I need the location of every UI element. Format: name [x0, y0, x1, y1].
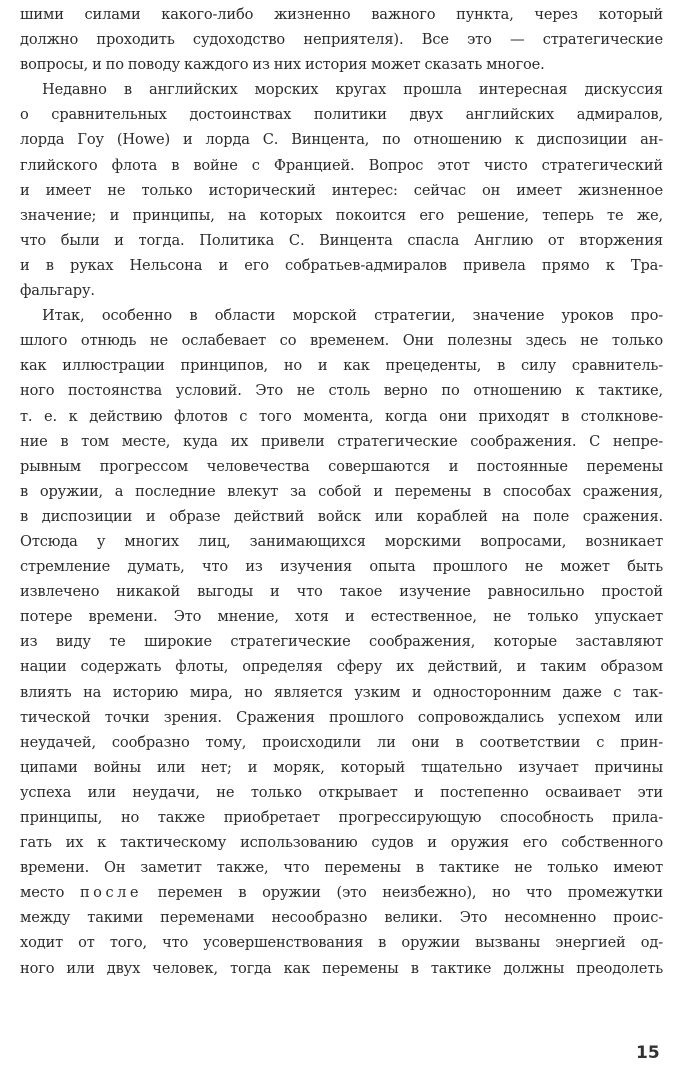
text-line: и имеет не только исторический интерес: сейчас он имеет жизненное — [20, 181, 663, 199]
text-line: ципами войны или нет; и моряк, который тщательно изучает причины — [20, 758, 663, 776]
text-line: гать их к тактическому использованию судов и оружия его собственного — [20, 834, 663, 852]
paragraph — [20, 2, 663, 77]
page-body-text — [20, 2, 663, 981]
text-line: шими силами какого-либо жизненно важного пункта, через который — [20, 6, 663, 23]
text-line: Отсюда у многих лиц, занимающихся морскими вопросами, возникает — [20, 532, 663, 550]
text-line: лорда Гоу (Howe) и лорда С. Винцента, по отношению к диспозиции ан- — [20, 131, 663, 149]
text-fragment: перемен в оружии (это неизбежно), но что промежутки — [142, 884, 663, 902]
text-line: ние в том месте, куда их привели стратегические соображения. С непре- — [20, 432, 663, 450]
text-fragment: место — [20, 884, 80, 902]
text-line: шлого отнюдь не ослабевает со временем. Они полезны здесь не только — [20, 332, 663, 350]
text-line: и в руках Нельсона и его собратьев-адмиралов привела прямо к Тра- — [20, 256, 663, 274]
text-line: тической точки зрения. Сражения прошлого сопровождались успехом или — [20, 708, 663, 726]
text-line: нации содержать флоты, определяя сферу их действий, и таким образом — [20, 658, 663, 676]
page-number: 15 — [636, 1043, 660, 1063]
text-line: потере времени. Это мнение, хотя и естественное, не только упускает — [20, 608, 663, 626]
text-line: как иллюстрации принципов, но и как прецеденты, в силу сравнитель- — [20, 357, 663, 375]
text-line: неудачей, сообразно тому, происходили ли они в соответствии с прин- — [20, 733, 663, 751]
text-line: ного или двух человек, тогда как перемены в тактике должны преодолеть — [20, 959, 663, 977]
text-line: между такими переменами несообразно велики. Это несомненно проис- — [20, 909, 663, 927]
text-line: о сравнительных достоинствах политики двух английских адмиралов, — [20, 106, 663, 124]
text-line: влиять на историю мира, но является узким и односторонним даже с так- — [20, 683, 663, 701]
text-line: в оружии, а последние влекут за собой и перемены в способах сражения, — [20, 482, 663, 500]
text-line: Итак, особенно в области морской стратегии, значение уроков про- — [42, 307, 663, 325]
text-line: рывным прогрессом человечества совершаются и постоянные перемены — [20, 457, 663, 475]
text-line-with-spaced-word — [20, 880, 663, 905]
text-line: из виду те широкие стратегические соображения, которые заставляют — [20, 633, 663, 651]
paragraph — [20, 77, 663, 303]
text-line: должно проходить судоходство неприятеля). Все это — стратегические — [20, 31, 663, 49]
paragraph — [20, 303, 663, 981]
text-line: значение; и принципы, на которых покоится его решение, теперь те же, — [20, 206, 663, 224]
text-line: т. е. к действию флотов с того момента, когда они приходят в столкнове- — [20, 407, 663, 425]
text-line: времени. Он заметит также, что перемены в тактике не только имеют — [20, 859, 663, 877]
text-line: ходит от того, что усовершенствования в оружии вызваны энергией од- — [20, 934, 663, 952]
text-line: принципы, но также приобретает прогрессирующую способность прила- — [20, 809, 663, 826]
text-line: что были и тогда. Политика С. Винцента спасла Англию от вторжения — [20, 231, 663, 249]
text-line: вопросы, и по поводу каждого из них история может сказать многое. — [20, 56, 545, 74]
text-line: успеха или неудачи, не только открывает и постепенно осваивает эти — [20, 783, 663, 801]
text-line: извлечено никакой выгоды и что такое изучение равносильно простой — [20, 583, 663, 601]
text-line: Недавно в английских морских кругах прошла интересная дискуссия — [42, 81, 663, 99]
letter-spaced-word: после — [79, 884, 143, 902]
text-line: фальгару. — [20, 282, 95, 300]
text-line: стремление думать, что из изучения опыта прошлого не может быть — [20, 558, 663, 576]
text-line: глийского флота в войне с Францией. Вопрос этот чисто стратегический — [20, 156, 663, 174]
text-line: в диспозиции и образе действий войск или кораблей на поле сражения. — [20, 507, 663, 525]
text-line: ного постоянства условий. Это не столь верно по отношению к тактике, — [20, 382, 663, 400]
